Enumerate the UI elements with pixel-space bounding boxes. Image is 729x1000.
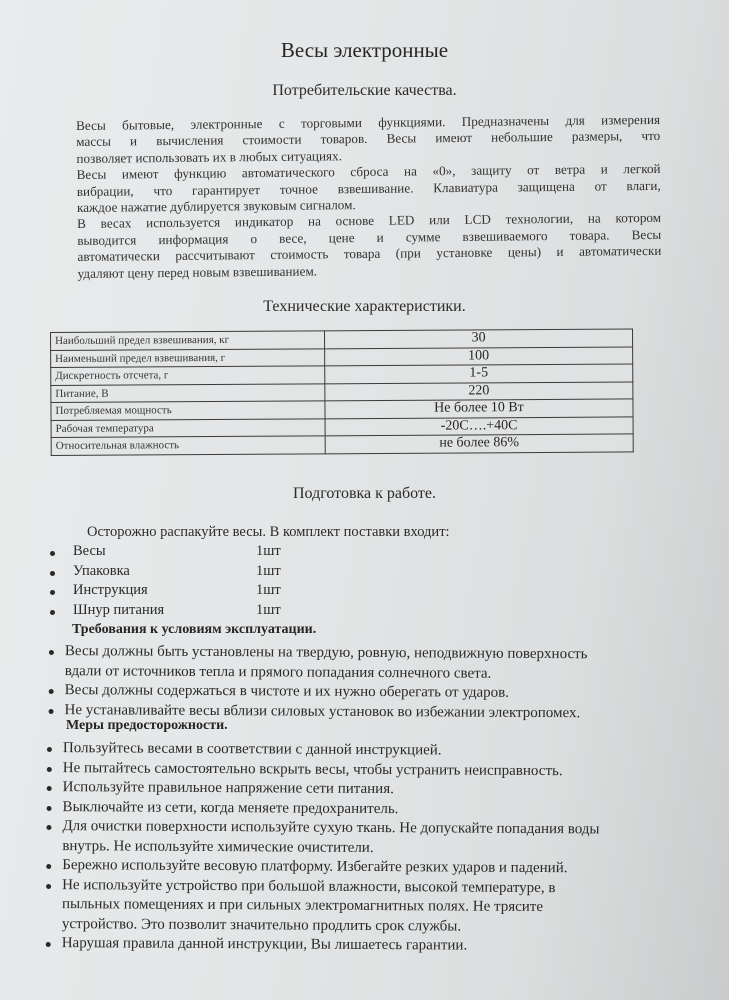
- paragraph-line: автоматически рассчитывают стоимость товара (при установке цены) и автоматически: [77, 243, 662, 265]
- list-item: [45, 875, 665, 937]
- bullet-icon: [50, 610, 55, 615]
- list-item-line: Бережно используйте весовую платформу. Избегайте резких ударов и падений.: [62, 857, 568, 877]
- spec-label: Наибольший предел взвешивания, кг: [51, 331, 325, 350]
- spec-label: Рабочая температура: [51, 418, 325, 437]
- list-item-line: внутрь. Не используйте химические очистители.: [62, 837, 374, 856]
- document-title: Весы электронные: [280, 38, 449, 62]
- paragraph-line: удаляют цену перед новым взвешиванием.: [77, 263, 318, 281]
- consumer-paragraph: [76, 112, 662, 282]
- spec-value: Не более 10 Вт: [325, 399, 633, 418]
- spec-label: Потребляемая мощность: [51, 401, 325, 420]
- table-row: [51, 434, 633, 455]
- list-item-line: вдали от источников тепла и прямого попадания солнечного света.: [64, 662, 492, 682]
- bullet-icon: [50, 571, 55, 576]
- bullet-icon: [46, 884, 51, 889]
- list-item-line: пыльных помещениях и при сильных электромагнитных полях. Не трясите: [61, 896, 544, 916]
- paragraph-line: Весы бытовые, электронные с торговыми функциями. Предназначены для измерения: [76, 111, 661, 133]
- kit-item-name: Шнур питания: [73, 601, 165, 618]
- list-item-line: Не пытайтесь самостоятельно вскрыть весы, чтобы устранить неисправность.: [62, 759, 563, 779]
- bullet-icon: [46, 825, 51, 830]
- bullet-icon: [49, 650, 54, 655]
- paragraph-line: каждое нажатие дублируется звуковым сигналом.: [76, 197, 356, 216]
- precautions-list: [45, 739, 666, 957]
- spec-label: Наименьший предел взвешивания, г: [51, 348, 325, 367]
- list-item-line: Для очистки поверхности используйте сухую ткань. Не допускайте попадания воды: [62, 818, 600, 838]
- list-item-line: устройство. Это позволит значительно продлить срок службы.: [61, 915, 462, 935]
- kit-item-qty: 1шт: [256, 582, 281, 598]
- kit-item-name: Упаковка: [73, 562, 130, 579]
- preparation-heading: Подготовка к работе.: [292, 485, 437, 502]
- spec-value: 220: [325, 381, 633, 400]
- paragraph-line: вибрации, что гарантирует точное взвешивание. Клавиатура защищена от влаги,: [76, 177, 661, 199]
- paragraph-line: массы и вычисления стоимости товаров. Весы имеют небольшие размеры, что: [76, 128, 661, 150]
- consumer-heading: Потребительские качества.: [272, 82, 457, 99]
- preparation-intro: Осторожно распакуйте весы. В комплект поставки входит:: [87, 524, 450, 540]
- specs-heading: Технические характеристики.: [263, 298, 466, 315]
- spec-label: Относительная влажность: [51, 436, 325, 455]
- precautions-heading: Меры предосторожности.: [66, 718, 228, 733]
- list-item-line: Весы должны быть установлены на твердую, ровную, неподвижную поверхность: [64, 643, 588, 663]
- specs-table: [50, 328, 634, 455]
- kit-item-qty: 1шт: [256, 601, 281, 618]
- kit-item-name: Инструкция: [73, 582, 148, 598]
- paragraph-line: В весах используется индикатор на основе LED или LCD технологии, на котором: [77, 210, 662, 232]
- spec-value: -20С….+40С: [325, 416, 633, 435]
- spec-value: 30: [324, 329, 632, 348]
- paragraph-line: выводится информация о весе, цене и сумме взвешиваемого товара. Весы: [77, 226, 662, 248]
- bullet-icon: [47, 786, 52, 791]
- list-item: [45, 934, 665, 957]
- paragraph-line: позволяет использовать их в любых ситуациях.: [76, 148, 343, 166]
- list-item-line: Весы должны содержаться в чистоте и их нужно оберегать от ударов.: [64, 682, 510, 701]
- spec-label: Питание, В: [51, 383, 325, 402]
- spec-value: 1-5: [325, 364, 633, 383]
- bullet-icon: [49, 689, 54, 694]
- kit-item-qty: 1шт: [256, 562, 281, 579]
- list-item-line: Выключайте из сети, когда меняете предохранитель.: [62, 798, 399, 817]
- kit-item-name: Весы: [73, 543, 106, 559]
- bullet-icon: [46, 942, 51, 947]
- list-item-line: Не используйте устройство при большой влажности, высокой температуре, в: [62, 876, 556, 896]
- list-item: [45, 817, 665, 860]
- spec-value: не более 86%: [325, 434, 633, 453]
- bullet-icon: [50, 551, 55, 556]
- requirements-heading: Требования к условиям эксплуатации.: [72, 622, 317, 637]
- kit-item-qty: 1шт: [256, 543, 281, 559]
- bullet-icon: [47, 747, 52, 752]
- list-item-line: Не устанавливайте весы вблизи силовых установок во избежании электропомех.: [64, 701, 581, 721]
- list-item-line: Нарушая правила данной инструкции, Вы лишаетесь гарантии.: [61, 935, 468, 954]
- bullet-icon: [49, 709, 54, 714]
- spec-value: 100: [325, 346, 633, 365]
- requirements-list: [48, 642, 668, 724]
- list-item: [48, 642, 668, 685]
- list-item-line: Используйте правильное напряжение сети питания.: [62, 779, 394, 798]
- paragraph-line: Весы имеют функцию автоматического сброса на «0», защиту от ветра и легкой: [76, 161, 661, 183]
- list-item-line: Пользуйтесь весами в соответствии с данной инструкцией.: [62, 740, 442, 759]
- bullet-icon: [50, 590, 55, 595]
- bullet-icon: [47, 767, 52, 772]
- bullet-icon: [47, 806, 52, 811]
- bullet-icon: [46, 864, 51, 869]
- spec-label: Дискретность отсчета, г: [51, 366, 325, 385]
